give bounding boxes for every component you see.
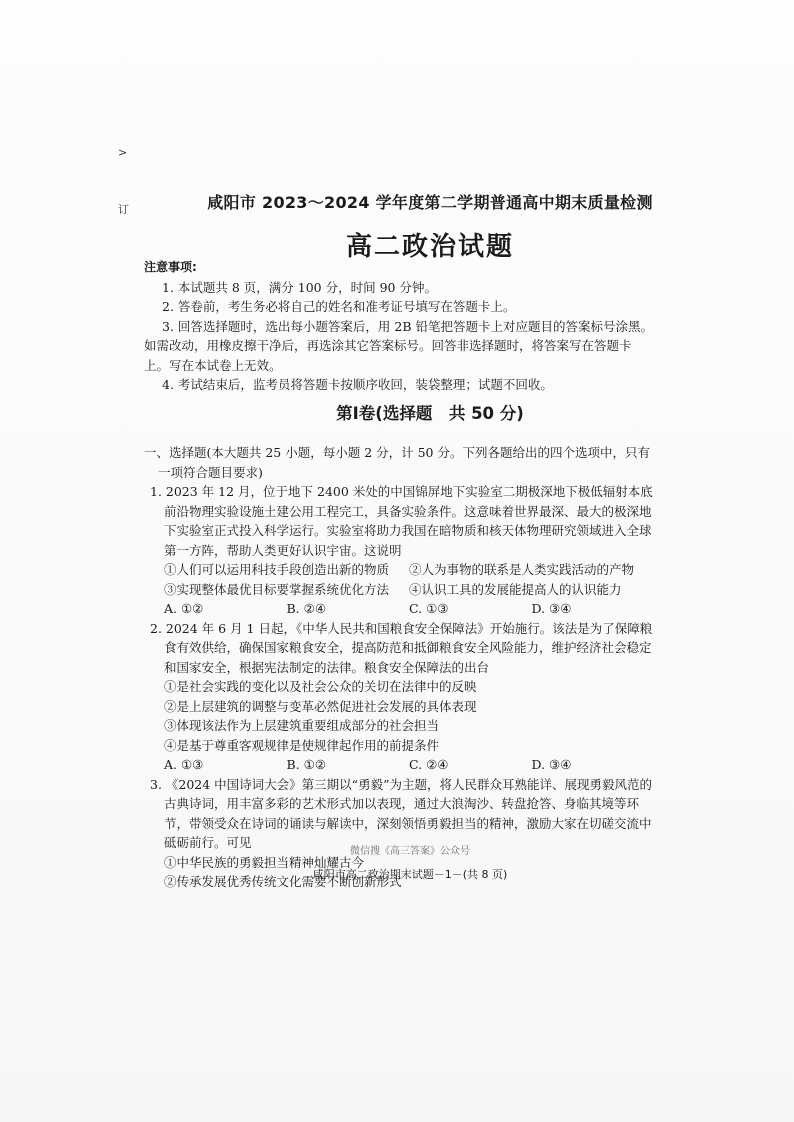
choice: C. ②④	[409, 757, 449, 772]
notes-item: 4. 考试结束后，监考员将答题卡按顺序收回，装袋整理；试题不回收。	[162, 377, 553, 392]
option: ④认识工具的发展能提高人的认识能力	[409, 581, 622, 597]
margin-mark: >	[118, 146, 128, 159]
choice: B. ①②	[286, 757, 327, 772]
option: ①人们可以运用科技手段创造出新的物质	[164, 562, 390, 577]
margin-mark: 订	[118, 203, 129, 216]
notes-item: 1. 本试题共 8 页，满分 100 分，时间 90 分钟。	[162, 279, 437, 295]
choice-row	[164, 755, 654, 775]
question-stem: 2. 2024 年 6 月 1 日起，《中华人民共和国粮食安全保障法》开始施行。该法是为了保障粮食有效供给，确保国家粮食安全，提高防范和抵御粮食安全风险能力，维护经济社会稳定和国家安全，根据宪法制定的法律。粮食安全保障法的出台	[150, 620, 653, 675]
page-footer: 咸阳市高二政治期末试题－1－(共 8 页)	[312, 868, 508, 881]
choice: B. ②④	[286, 601, 327, 616]
exam-title: 咸阳市 2023～2024 学年度第二学期普通高中期末质量检测	[207, 193, 653, 212]
section-intro: 一、选择题(本大题共 25 小题，每小题 2 分，计 50 分。下列各题给出的四个选项中，只有一项符合题目要求)	[144, 445, 650, 480]
choice: A. ①③	[164, 757, 204, 772]
option: ①是社会实践的变化以及社会公众的关切在法律中的反映	[164, 679, 477, 694]
option: ①中华民族的勇毅担当精神灿耀古今	[164, 854, 365, 870]
notes-block	[144, 258, 654, 395]
choice: D. ③④	[531, 757, 572, 772]
question-1	[144, 482, 654, 619]
option: ③实现整体最优目标要掌握系统优化方法	[164, 581, 390, 597]
paper-title: 高二政治试题	[345, 232, 514, 262]
notes-heading: 注意事项:	[144, 260, 197, 274]
choice: A. ①②	[164, 601, 204, 616]
option-list	[164, 560, 654, 599]
watermark: 微信搜《高三答案》公众号	[350, 846, 470, 857]
question-stem: 1. 2023 年 12 月，位于地下 2400 米处的中国锦屏地下实验室二期极深地下极低辐射本底前沿物理实验设施土建公用工程完工，具备实验条件。这意味着世界最深、最大的极深地下实验室正式投入科学运行。实验室将助力我国在暗物质和核天体物理研究领域进入全球第一方阵，帮助人类更好认识宇宙。这说明	[150, 484, 653, 558]
questions-block	[144, 443, 654, 892]
notes-item: 2. 答卷前，考生务必将自己的姓名和准考证号填写在答题卡上。	[162, 299, 516, 314]
option: ④是基于尊重客观规律是使规律起作用的前提条件	[164, 737, 440, 753]
question-stem: 3. 《2024 中国诗词大会》第三期以“勇毅”为主题，将人民群众耳熟能详、展现勇毅风范的古典诗词，用丰富多彩的艺术形式加以表现，通过大浪淘沙、转盘抢答、身临其境等环节，带领受众在诗词的诵读与解读中，深刻领悟勇毅担当的精神，激励大家在切磋交流中砥砺前行。可见	[150, 776, 652, 850]
option: ③体现该法作为上层建筑重要组成部分的社会担当	[164, 718, 440, 733]
option: ②传承发展优秀传统文化需要不断创新形式	[164, 874, 402, 889]
question-2	[144, 619, 654, 775]
option: ②人为事物的联系是人类实践活动的产物	[409, 562, 635, 577]
option: ②是上层建筑的调整与变革必然促进社会发展的具体表现	[164, 698, 477, 714]
section-heading: 第Ⅰ卷(选择题 共 50 分)	[336, 404, 524, 423]
notes-item: 3. 回答选择题时，选出每小题答案后，用 2B 铅笔把答题卡上对应题目的答案标号涂黑。如需改动，用橡皮擦干净后，再选涂其它答案标号。回答非选择题时，将答案写在答题卡上。写在本试卷上无效。	[144, 318, 653, 373]
choice: D. ③④	[531, 601, 572, 616]
choice-row	[164, 599, 654, 619]
choice: C. ①③	[409, 601, 449, 616]
